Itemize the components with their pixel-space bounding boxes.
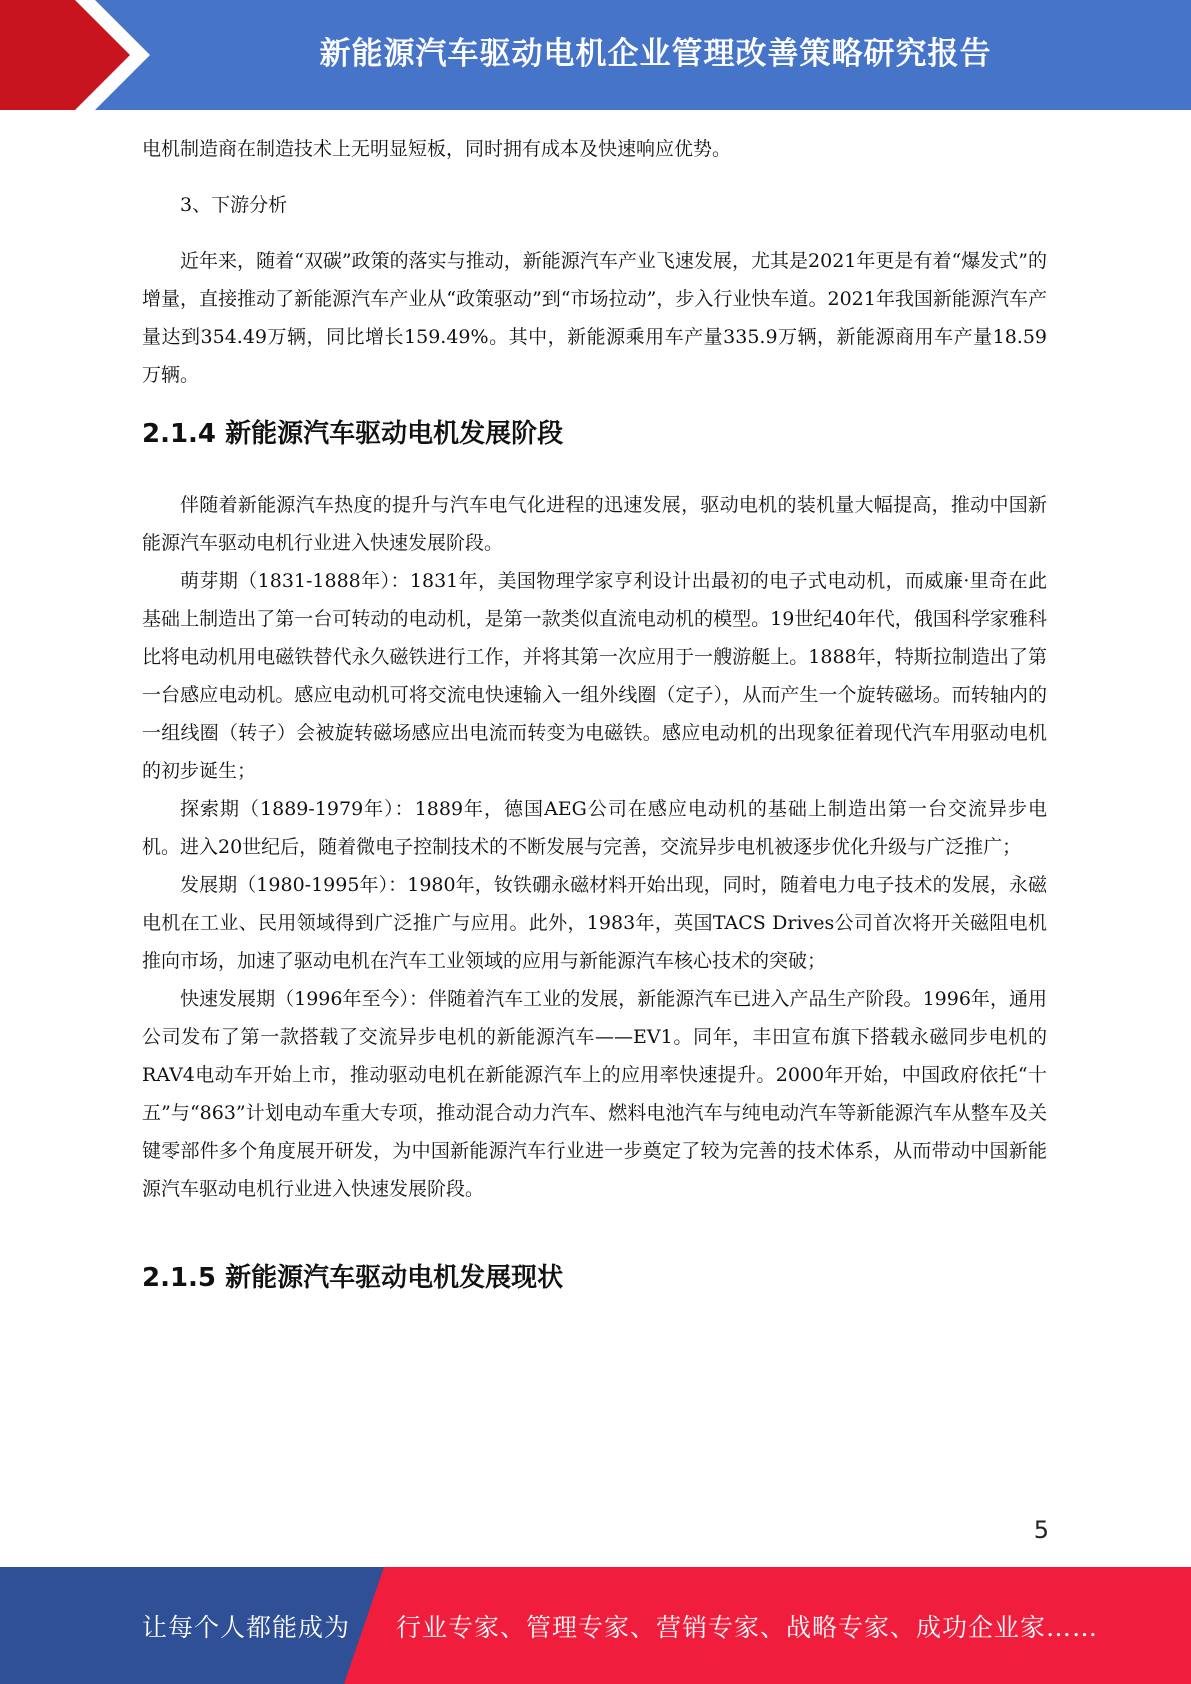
paragraph: 萌芽期（1831-1888年）：1831年，美国物理学家亨利设计出最初的电子式电动机，而威廉·里奇在此基础上制造出了第一台可转动的电动机，是第一款类似直流电动机的模型。19世纪40年代，俄国科学家雅科比将电动机用电磁铁替代永久磁铁进行工作，并将其第一次应用于一艘游艇上。1888年，特斯拉制造出了第一台感应电动机。感应电动机可将交流电快速输入一组外线圈（定子），从而产生一个旋转磁场。而转轴内的一组线圈（转子）会被旋转磁场感应出电流而转变为电磁铁。感应电动机的出现象征着现代汽车用驱动电机的初步诞生； (142, 570, 1047, 782)
downstream-paragraph: 近年来，随着“双碳”政策的落实与推动，新能源汽车产业飞速发展，尤其是2021年更是有着“爆发式”的增量，直接推动了新能源汽车产业从“政策驱动”到“市场拉动”，步入行业快车道。2021年我国新能源汽车产量达到354.49万辆，同比增长159.49%。其中，新能源乘用车产量335.9万辆，新能源商用车产量18.59万辆。 (142, 250, 1047, 386)
report-title: 新能源汽车驱动电机企业管理改善策略研究报告 (319, 35, 992, 72)
paragraph: 快速发展期（1996年至今）：伴随着汽车工业的发展，新能源汽车已进入产品生产阶段。1996年，通用公司发布了第一款搭载了交流异步电机的新能源汽车——EV1。同年，丰田宣布旗下搭载永磁同步电机的RAV4电动车开始上市，推动驱动电机在新能源汽车上的应用率快速提升。2000年开始，中国政府依托“十五”与“863”计划电动车重大专项，推动混合动力汽车、燃料电池汽车与纯电动汽车等新能源汽车从整车及关键零部件多个角度展开研发，为中国新能源汽车行业进一步奠定了较为完善的技术体系，从而带动中国新能源汽车驱动电机行业进入快速发展阶段。 (142, 988, 1047, 1200)
paragraph: 发展期（1980-1995年）：1980年，钕铁硼永磁材料开始出现，同时，随着电力电子技术的发展，永磁电机在工业、民用领域得到广泛推广与应用。此外，1983年，英国TACS Drives公司首次将开关磁阻电机推向市场，加速了驱动电机在汽车工业领域的应用与新能源汽车核心技术的突破； (142, 874, 1047, 972)
page-number: 5 (1033, 1516, 1049, 1544)
continuation-paragraph: 电机制造商在制造技术上无明显短板，同时拥有成本及快速响应优势。 (142, 138, 732, 160)
document-body (142, 130, 1047, 1300)
footer-slogan-right: 行业专家、管理专家、营销专家、战略专家、成功企业家…… (396, 1612, 1099, 1642)
page-footer (0, 1567, 1191, 1684)
paragraph: 探索期（1889-1979年）：1889年，德国AEG公司在感应电动机的基础上制造出第一台交流异步电机。进入20世纪后，随着微电子控制技术的不断发展与完善，交流异步电机被逐步优化升级与广泛推广； (142, 798, 1047, 858)
footer-slogan-left: 让每个人都能成为 (142, 1612, 351, 1642)
paragraph: 伴随着新能源汽车热度的提升与汽车电气化进程的迅速发展，驱动电机的装机量大幅提高，推动中国新能源汽车驱动电机行业进入快速发展阶段。 (142, 494, 1047, 554)
section-heading-2-1-5: 2.1.5 新能源汽车驱动电机发展现状 (142, 1263, 564, 1293)
subsection-label: 3、下游分析 (180, 194, 288, 216)
page-header (0, 0, 1191, 110)
section-heading-2-1-4: 2.1.4 新能源汽车驱动电机发展阶段 (142, 419, 564, 449)
